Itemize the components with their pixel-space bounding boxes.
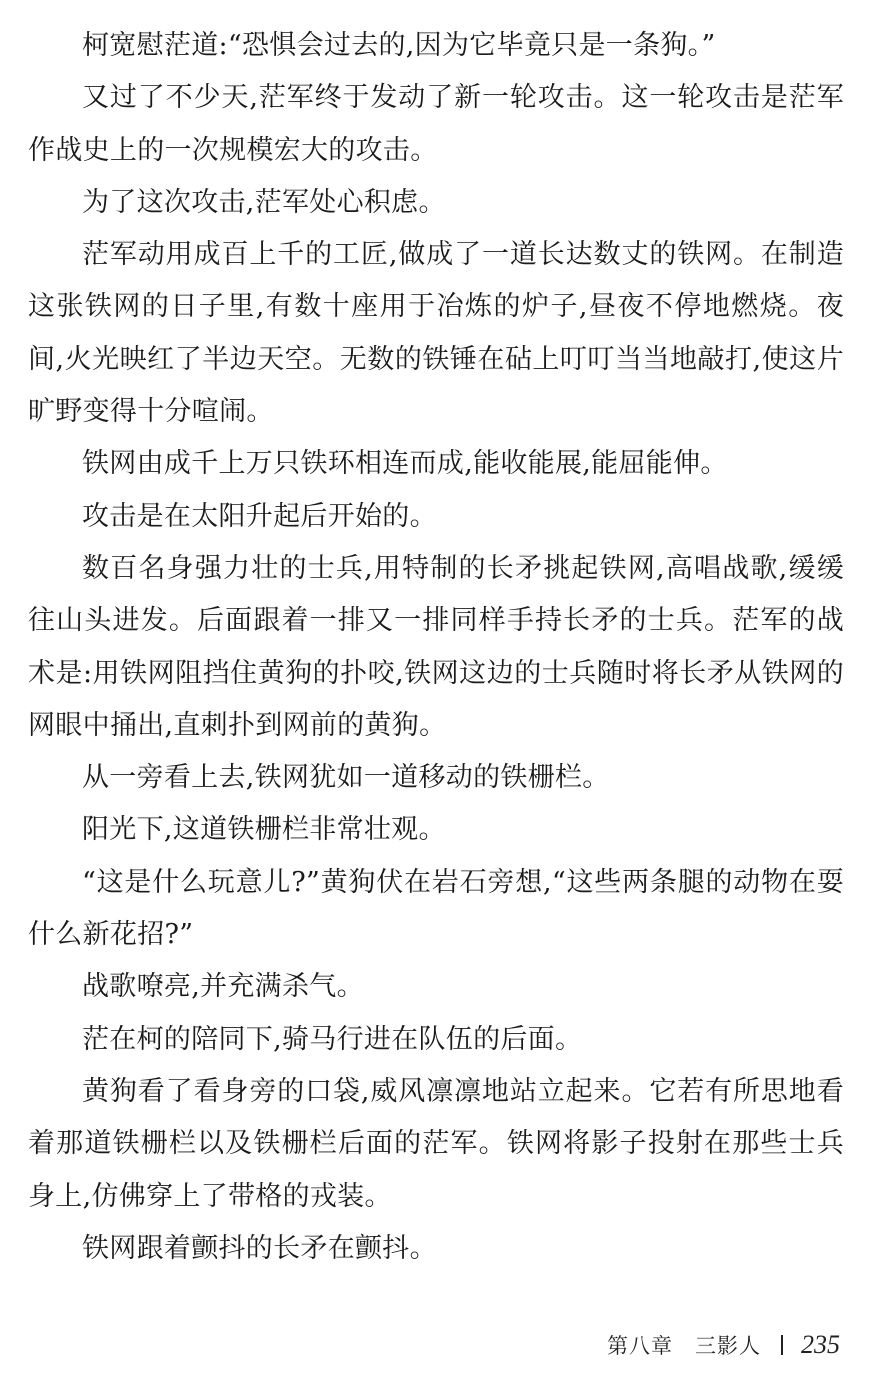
paragraph: 柯宽慰茫道:“恐惧会过去的,因为它毕竟只是一条狗。” (82, 30, 716, 61)
paragraph: 铁网跟着颤抖的长矛在颤抖。 (82, 1232, 437, 1264)
paragraph: 黄狗看了看身旁的口袋,威风凛凛地站立起来。它若有所思地看着那道铁栅栏以及铁栅栏后面的茫军。铁网将影子投射在那些士兵身上,仿佛穿上了带格的戎装。 (28, 1075, 844, 1212)
footer-divider (781, 1335, 783, 1355)
paragraph: 从一旁看上去,铁网犹如一道移动的铁栅栏。 (82, 762, 610, 794)
paragraph: 数百名身强力壮的士兵,用特制的长矛挑起铁网,高唱战歌,缓缓往山头进发。后面跟着一排又一排同样手持长矛的士兵。茫军的战术是:用铁网阻挡住黄狗的扑咬,铁网这边的士兵随时将长矛从铁网的网眼中捅出,直刺扑到网前的黄狗。 (28, 552, 844, 741)
paragraph: 阳光下,这道铁栅栏非常壮观。 (82, 814, 446, 846)
paragraph: “这是什么玩意儿?”黄狗伏在岩石旁想,“这些两条腿的动物在耍什么新花招?” (28, 866, 844, 951)
paragraph: 战歌嘹亮,并充满杀气。 (82, 971, 364, 1003)
paragraph: 为了这次攻击,茫军处心积虑。 (82, 186, 446, 218)
paragraph: 攻击是在太阳升起后开始的。 (82, 500, 437, 532)
page-number: 235 (801, 1330, 840, 1359)
page-body (28, 20, 844, 1275)
paragraph: 又过了不少天,茫军终于发动了新一轮攻击。这一轮攻击是茫军作战史上的一次规模宏大的攻击。 (28, 82, 844, 166)
chapter-label: 第八章 (607, 1334, 673, 1358)
page-footer (607, 1330, 840, 1360)
chapter-title: 三影人 (695, 1334, 761, 1358)
paragraph: 茫在柯的陪同下,骑马行进在队伍的后面。 (82, 1023, 583, 1055)
paragraph: 茫军动用成百上千的工匠,做成了一道长达数丈的铁网。在制造这张铁网的日子里,有数十座用于冶炼的炉子,昼夜不停地燃烧。夜间,火光映红了半边天空。无数的铁锤在砧上叮叮当当地敲打,使这片旷野变得十分喧闹。 (28, 239, 844, 428)
paragraph: 铁网由成千上万只铁环相连而成,能收能展,能屈能伸。 (82, 448, 728, 480)
